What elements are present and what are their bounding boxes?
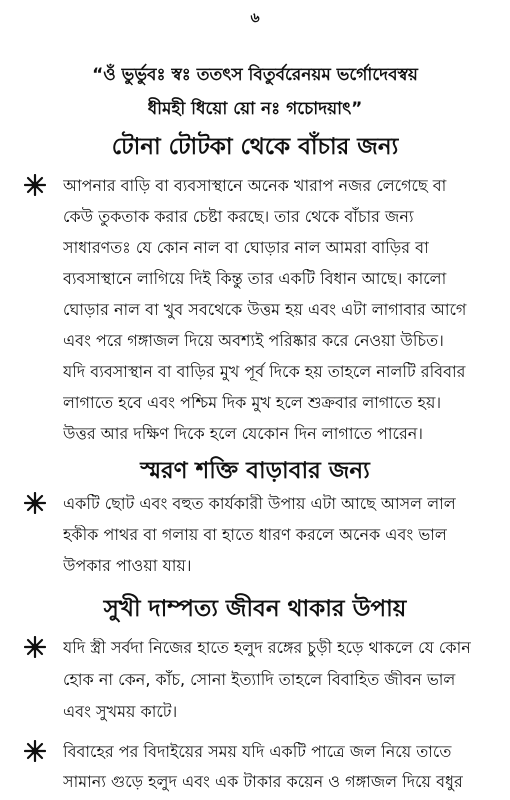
body-line: যদি ব্যবসাস্থান বা বাড়ির মুখ পূর্ব দিকে হয় তাহলে নালটি রবিবার (63, 362, 466, 381)
bullet-star-icon (22, 172, 48, 198)
body-line: সাধারণতঃ যে কোন নাল বা ঘোড়ার নাল আমরা বাড়ির বা (63, 238, 429, 257)
body-line: আপনার বাড়ি বা ব্যবসাস্থানে অনেক খারাপ নজর লেগেছে বা (63, 176, 447, 195)
section-heading: সুখী দাম্পত্য জীবন থাকার উপায় (103, 596, 407, 622)
body-line: হোক না কেন, কাঁচ, সোনা ইত্যাদি তাহলে বিবাহিত জীবন ভাল (63, 670, 456, 689)
bullet-star-icon (22, 490, 48, 516)
body-line: ঘোড়ার নাল বা খুব সবথেকে উত্তম হয় এবং এটা লাগাবার আগে (63, 300, 467, 319)
body-line: বিবাহের পর বিদাইয়ের সময় যদি একটি পাত্রে জল নিয়ে তাতে (63, 742, 452, 761)
mantra-line-1: “ওঁ ভুর্ভুবঃ স্বঃ ততৎস বিতুর্বরেনয়ম ভর্গোদেবস্বয় (92, 65, 418, 85)
body-line: হকীক পাথর বা গলায় বা হাতে ধারণ করলে অনেক এবং ভাল (63, 525, 447, 544)
body-line: ব্যবসাস্থানে লাগিয়ে দিই কিন্তু তার একটি বিধান আছে। কালো (63, 269, 447, 288)
body-line: উত্তর আর দক্ষিণ দিকে হলে যেকোন দিন লাগাতে পারেন। (63, 424, 424, 443)
body-line: উপকার পাওয়া যায়। (63, 556, 192, 575)
body-line: এবং পরে গঙ্গাজল দিয়ে অবশ্যই পরিষ্কার করে নেওয়া উচিত। (63, 331, 444, 350)
section-heading: টোনা টোটকা থেকে বাঁচার জন্য (111, 134, 399, 160)
body-line: লাগাতে হবে এবং পশ্চিম দিক মুখ হলে শুক্রবার লাগাতে হয়। (63, 393, 442, 412)
bullet-star-icon (22, 634, 48, 660)
body-line: কেউ তুকতাক করার চেষ্টা করছে। তার থেকে বাঁচার জন্য (63, 207, 414, 226)
bullet-star-icon (22, 738, 48, 764)
body-line: এবং সুখময় কাটে। (63, 702, 178, 721)
body-line: একটি ছোট এবং বহুত কার্যকারী উপায় এটা আছে আসল লাল (63, 494, 456, 513)
body-line: সামান্য গুড়ে হলুদ এবং এক টাকার কয়েন ও গঙ্গাজল দিয়ে বধুর (63, 772, 463, 791)
page-number: ৬ (250, 10, 260, 26)
section-heading: স্মরণ শক্তি বাড়াবার জন্য (140, 458, 370, 484)
mantra-line-2: ধীমহী ধিয়ো য়ো নঃ গচোদয়াৎ” (147, 99, 363, 119)
body-line: যদি স্ত্রী সর্বদা নিজের হাতে হলুদ রঙ্গের চুড়ী হড়ে থাকলে যে কোন (63, 638, 471, 657)
